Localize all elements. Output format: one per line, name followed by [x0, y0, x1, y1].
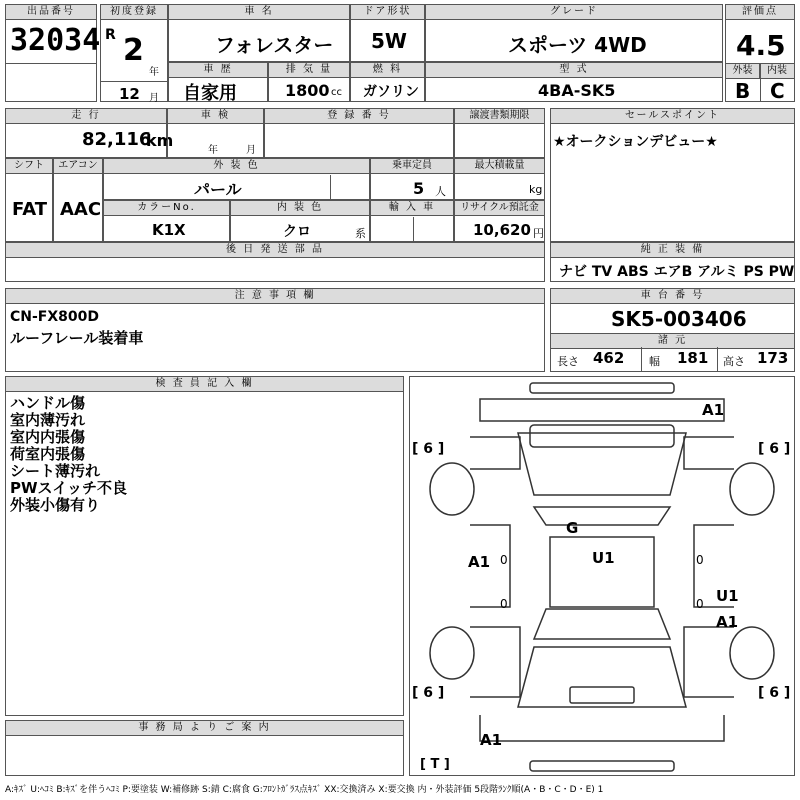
- genuine-equipment-label: 純 正 装 備: [551, 243, 794, 258]
- exterior-value: B: [735, 79, 751, 103]
- score-value: 4.5: [736, 29, 786, 62]
- sales-point-label: セールスポイント: [551, 109, 794, 124]
- door-value: 5W: [371, 29, 407, 53]
- month-unit: 月: [149, 93, 159, 104]
- inspection-year-unit: 年: [208, 145, 218, 156]
- rear-left-tire: [430, 627, 474, 679]
- front-right-tire: [730, 463, 774, 515]
- car-outline-diagram: [410, 377, 794, 775]
- displacement-label: 排 気 量: [269, 63, 349, 78]
- rear-bumper-lower-outline: [530, 761, 674, 771]
- mileage-cell: [5, 108, 174, 158]
- mileage-value: 82,116: [82, 129, 152, 150]
- rear-bumper-outline: [480, 715, 724, 741]
- inspector-note: 荷室内張傷: [10, 445, 86, 463]
- kei-unit: 系: [355, 227, 366, 240]
- roof-front-outline: [534, 507, 670, 525]
- registration-number-label: 登 録 番 号: [265, 109, 453, 124]
- recycle-label: リサイクル預託金: [455, 201, 544, 216]
- mark-zero: 0: [696, 597, 704, 611]
- mark-zero: 0: [696, 553, 704, 567]
- inspector-notes-list: [10, 395, 127, 514]
- car-name-value: フォレスター: [215, 33, 334, 57]
- inspector-notes-cell: [5, 376, 404, 716]
- fuel-label: 燃 料: [351, 63, 424, 78]
- grade-label: グレード: [426, 5, 722, 20]
- car-name-cell: [168, 4, 350, 62]
- exterior-color-value: パール: [194, 180, 242, 199]
- registration-year: 2: [123, 33, 144, 68]
- history-value: 自家用: [183, 83, 237, 104]
- genuine-equipment-value: ナビ TV ABS エアB アルミ PS PW: [559, 264, 795, 280]
- chassis-cell: [550, 288, 795, 372]
- color-number-label: カラーNo.: [104, 201, 229, 216]
- width-label: 幅: [649, 355, 660, 368]
- aircon-value: AAC: [60, 199, 102, 220]
- mark-a1-rear: A1: [480, 731, 503, 749]
- inspector-notes-label: 検 査 員 記 入 欄: [6, 377, 403, 392]
- history-cell: [168, 62, 268, 102]
- exterior-label: 外装: [726, 64, 760, 79]
- inspection-cell: [167, 108, 264, 158]
- damage-legend: A:ｷｽﾞ U:ﾍｺﾐ B:ｷｽﾞを伴うﾍｺﾐ P:要塗装 W:補修跡 S:錆 C:腐食 G:ﾌﾛﾝﾄｶﾞﾗｽ点ｷｽﾞ XX:交換済み X:要交換 内・外装評価 5段階ﾗﾝｸ順(A・B・C・D・E) 1: [5, 785, 604, 795]
- import-cell: [370, 200, 454, 242]
- fuel-cell: [350, 62, 425, 102]
- registration-number-cell: [264, 108, 454, 158]
- mark-t-spare: [ T ]: [420, 757, 450, 772]
- trunk-outline: [518, 647, 686, 707]
- left-quarter-outline: [470, 627, 520, 697]
- mark-tire-rear-left: [ 6 ]: [412, 685, 445, 701]
- yen-unit: 円: [533, 227, 544, 240]
- mark-a1-left-door: A1: [468, 553, 491, 571]
- length-label: 長さ: [557, 355, 579, 368]
- mileage-label: 走 行: [6, 109, 166, 124]
- sales-point-value: ★オークションデビュー★: [553, 134, 718, 150]
- color-number-cell: [103, 200, 230, 242]
- specs-label: 諸 元: [551, 333, 794, 349]
- transfer-deadline-label: 譲渡書類期限: [455, 109, 544, 124]
- mark-u1-right: U1: [716, 587, 739, 605]
- era-r: R: [105, 27, 116, 43]
- roof-outline: [550, 537, 654, 607]
- rear-window-outline: [534, 609, 670, 639]
- inspector-note: ハンドル傷: [10, 394, 86, 412]
- grade-cell: [425, 4, 723, 62]
- mark-tire-front-right: [ 6 ]: [758, 441, 791, 457]
- inspector-note: PWスイッチ不良: [10, 479, 127, 497]
- km-unit: km: [146, 131, 174, 150]
- interior-value: C: [770, 79, 785, 103]
- kg-unit: kg: [529, 183, 543, 196]
- capacity-label: 乗車定員: [371, 159, 453, 174]
- car-name-label: 車 名: [169, 5, 349, 20]
- max-load-cell: [454, 158, 545, 200]
- interior-color-label: 内 装 色: [231, 201, 369, 216]
- recycle-cell: [454, 200, 545, 242]
- model-value: 4BA-SK5: [538, 81, 616, 100]
- mark-tire-rear-right: [ 6 ]: [758, 685, 791, 701]
- model-cell: [425, 62, 723, 102]
- lot-number-value: 32034: [10, 23, 101, 58]
- mark-g-windshield: G: [566, 519, 579, 537]
- first-registration-label: 初度登録: [101, 5, 167, 20]
- mark-u1-roof: U1: [592, 549, 615, 567]
- inspector-note: 室内薄汚れ: [10, 411, 86, 429]
- shift-cell: [5, 158, 53, 242]
- front-left-tire: [430, 463, 474, 515]
- displacement-cell: [268, 62, 350, 102]
- notes-label: 注 意 事 項 欄: [6, 289, 544, 304]
- inspection-label: 車 検: [168, 109, 263, 124]
- sales-point-cell: [550, 108, 795, 242]
- rear-right-tire: [730, 627, 774, 679]
- inspector-note: シート薄汚れ: [10, 462, 101, 480]
- left-fender-outline: [470, 437, 520, 469]
- shift-label: シフト: [6, 159, 52, 174]
- width-value: 181: [677, 349, 709, 367]
- front-bumper-outline: [530, 383, 674, 393]
- chassis-label: 車 台 番 号: [551, 289, 794, 304]
- right-quarter-outline: [684, 627, 734, 697]
- chassis-value: SK5-003406: [611, 307, 747, 331]
- history-label: 車 歴: [169, 63, 267, 78]
- interior-color-cell: [230, 200, 370, 242]
- interior-label: 内装: [760, 64, 794, 79]
- max-load-label: 最大積載量: [455, 159, 544, 174]
- aircon-label: エアコン: [54, 159, 102, 174]
- mark-zero: 0: [500, 597, 508, 611]
- inspector-note: 外装小傷有り: [10, 496, 101, 514]
- mark-zero: 0: [500, 553, 508, 567]
- lot-number-label: 出品番号: [6, 5, 96, 20]
- displacement-value: 1800: [285, 81, 330, 100]
- registration-month: 12: [119, 85, 140, 103]
- score-label: 評価点: [726, 5, 794, 20]
- height-value: 173: [757, 349, 789, 367]
- mark-a1-right: A1: [716, 613, 739, 631]
- score-cell: [725, 4, 795, 102]
- door-cell: [350, 4, 425, 62]
- model-label: 型 式: [426, 63, 722, 78]
- later-parts-cell: [5, 242, 545, 282]
- recycle-value: 10,620: [473, 221, 531, 239]
- later-parts-label: 後 日 発 送 部 品: [6, 243, 544, 258]
- aircon-cell: [53, 158, 103, 242]
- note-line: ルーフレール装着車: [10, 329, 144, 347]
- fuel-value: ガソリン: [363, 84, 419, 100]
- cc-unit: cc: [331, 87, 342, 98]
- genuine-equipment-cell: [550, 242, 795, 282]
- cowl-outline: [530, 425, 674, 447]
- door-label: ドア形状: [351, 5, 424, 20]
- mark-a1-front: A1: [702, 401, 725, 419]
- exterior-color-cell: [103, 158, 370, 200]
- right-fender-outline: [684, 437, 734, 469]
- interior-color-value: クロ: [283, 224, 311, 240]
- color-number-value: K1X: [152, 221, 186, 239]
- office-notes-cell: [5, 720, 404, 776]
- height-label: 高さ: [723, 355, 745, 368]
- mark-tire-front-left: [ 6 ]: [412, 441, 445, 457]
- import-label: 輸 入 車: [371, 201, 453, 216]
- notes-cell: [5, 288, 545, 372]
- transfer-deadline-cell: [454, 108, 545, 158]
- windshield-outline: [518, 433, 686, 495]
- grade-value: スポーツ 4WD: [508, 33, 647, 57]
- first-registration-cell: [100, 4, 168, 102]
- office-notes-label: 事 務 局 よ り ご 案 内: [6, 721, 403, 736]
- year-unit: 年: [149, 67, 159, 78]
- inspection-month-unit: 月: [246, 145, 256, 156]
- length-value: 462: [593, 349, 625, 367]
- note-line: CN-FX800D: [10, 309, 100, 325]
- people-unit: 人: [435, 185, 446, 198]
- capacity-value: 5: [413, 179, 425, 198]
- inspector-note: 室内内張傷: [10, 428, 86, 446]
- shift-value: FAT: [12, 199, 48, 220]
- exterior-color-label: 外 装 色: [104, 159, 369, 174]
- damage-diagram: [409, 376, 795, 776]
- lot-number-cell: [5, 4, 101, 102]
- hood-outline: [480, 399, 724, 421]
- capacity-cell: [370, 158, 454, 200]
- tailgate-outline: [570, 687, 634, 703]
